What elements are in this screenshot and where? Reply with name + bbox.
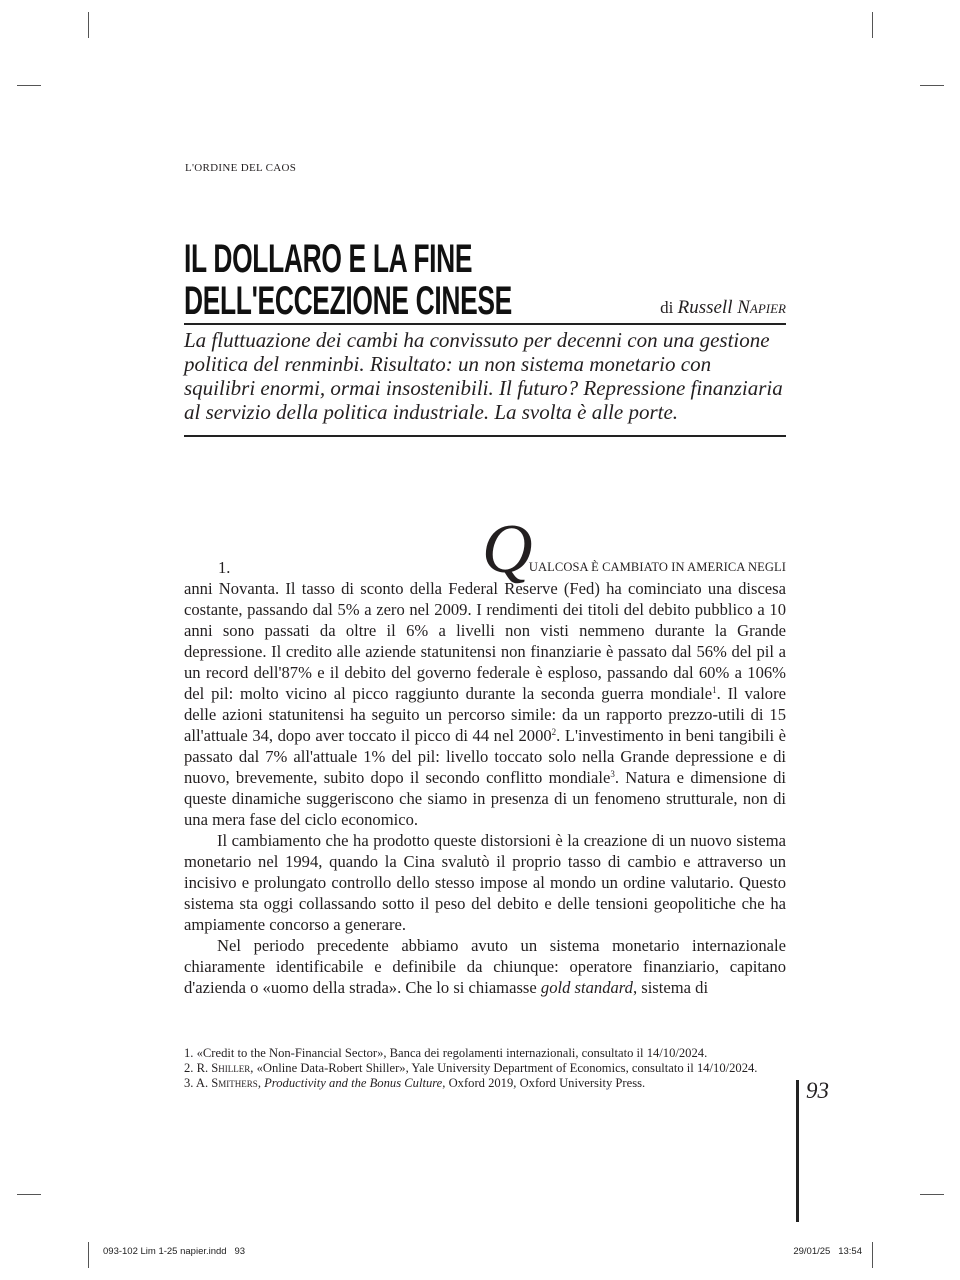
footnotes xyxy=(184,1046,786,1091)
lead-smallcaps: UALCOSA È CAMBIATO IN AMERICA NEGLI xyxy=(528,560,786,574)
author-name: Shiller xyxy=(211,1061,251,1075)
title-line-1: IL DOLLARO E LA FINE xyxy=(184,237,473,281)
section-number: 1. xyxy=(218,558,231,577)
text: Nel periodo precedente abbiamo avuto un sistema monetario internazionale chiaramente identificabile e definibile da chiunque: operatore finanziario, capitano d'azienda o «uomo della strada». Che lo si chiamasse xyxy=(184,936,786,997)
crop-mark xyxy=(872,12,873,38)
crop-mark xyxy=(17,85,41,86)
subtitle-rule xyxy=(184,435,786,437)
text: , sistema di xyxy=(632,978,709,997)
emphasis: gold standard xyxy=(540,978,633,997)
crop-mark xyxy=(88,1242,89,1268)
author-prefix: di xyxy=(660,298,674,317)
footnote-3: 3. A. Smithers, Productivity and the Bonus Culture, Oxford 2019, Oxford University Press. xyxy=(184,1076,646,1090)
text: 3. A. xyxy=(184,1076,212,1090)
drop-cap: Q xyxy=(482,511,533,588)
crop-mark xyxy=(17,1194,41,1195)
page-number: 93 xyxy=(806,1078,829,1103)
crop-mark xyxy=(88,12,89,38)
text: . Il valore delle azioni statunitensi ha seguito un percorso simile: da un rapporto prezzo-utili di 15 all'attuale 34, dopo aver toccato il picco di 44 nel 2000 xyxy=(184,684,786,745)
title-line-2: DELL'ECCEZIONE CINESE xyxy=(184,279,512,323)
footnote-2 xyxy=(184,1061,786,1076)
author-last-name: Napier xyxy=(737,297,786,318)
footnote-ref[interactable]: 3 xyxy=(610,769,615,779)
running-head: L'ORDINE DEL CAOS xyxy=(185,162,297,174)
text: , «Online Data-Robert Shiller», Yale University Department of Economics, consultato il 14/10/2024. xyxy=(250,1061,758,1075)
title-rule xyxy=(184,323,786,325)
page-number-bar xyxy=(796,1080,799,1222)
first-line xyxy=(184,511,786,588)
text: 2. R. xyxy=(184,1061,212,1075)
footnote-ref[interactable]: 1 xyxy=(712,685,717,695)
article-subtitle: La fluttuazione dei cambi ha convissuto per decenni con una gestione politica del renminbi. Risultato: un non sistema monetario con squilibri enormi, ormai insostenibili. Il futuro? Repressione finanziaria al servizio della politica industriale. La svolta è alle porte. xyxy=(184,328,783,424)
slug-date: 29/01/25 13:54 xyxy=(793,1246,862,1257)
book-title: Productivity and the Bonus Culture xyxy=(264,1076,443,1090)
footnote-ref[interactable]: 2 xyxy=(551,727,557,737)
crop-mark xyxy=(872,1242,873,1268)
author-name: Smithers xyxy=(211,1076,258,1090)
text: . Natura e dimensione di queste dinamiche suggeriscono che siamo in presenza di un fenomeno strutturale, non di una mera fase del ciclo economico. xyxy=(184,768,786,829)
paragraph-1 xyxy=(184,578,786,830)
author-byline xyxy=(660,297,786,319)
article-title xyxy=(184,238,512,322)
article-body xyxy=(184,511,786,998)
text: . L'investimento in beni tangibili è passato dal 7% all'attuale 1% del pil: livello toccato solo nella Grande depressione e di nuovo, brevemente, subito dopo il secondo conflitto mondiale xyxy=(184,726,786,787)
crop-mark xyxy=(920,1194,944,1195)
paragraph-3 xyxy=(184,935,786,998)
footnote-1: 1. «Credit to the Non-Financial Sector», Banca dei regolamenti internazionali, consultato il 14/10/2024. xyxy=(184,1046,708,1060)
crop-mark xyxy=(920,85,944,86)
paragraph-2: Il cambiamento che ha prodotto queste distorsioni è la creazione di un nuovo sistema monetario nel 1994, quando la Cina svalutò il proprio tasso di cambio e attraverso un incisivo e prolungato controllo dello stesso impose al mondo un ordine valutario. Questo sistema sta oggi collassando sotto il peso del debito e delle tensioni geopolitiche che ha ampiamente concorso a generare. xyxy=(184,831,786,934)
slug-file: 093-102 Lim 1-25 napier.indd 93 xyxy=(103,1246,246,1257)
text: , Oxford 2019, Oxford University Press. xyxy=(442,1076,646,1090)
text: anni Novanta. Il tasso di sconto della Federal Reserve (Fed) ha cominciato una discesa costante, passando dal 5% a zero nel 2009. I rendimenti dei titoli del debito pubblico a 10 anni sono passati da oltre il 6% a livelli non visti nemmeno durante la Grande depressione. Il credito alle aziende statunitensi non finanziarie è passato dal 56% del pil a un record dell'87% e il debito del governo federale è esploso, passando dal 60% a 106% del pil: molto vicino al picco raggiunto durante la seconda guerra mondiale xyxy=(184,579,786,703)
author-first-name: Russell xyxy=(677,297,733,318)
